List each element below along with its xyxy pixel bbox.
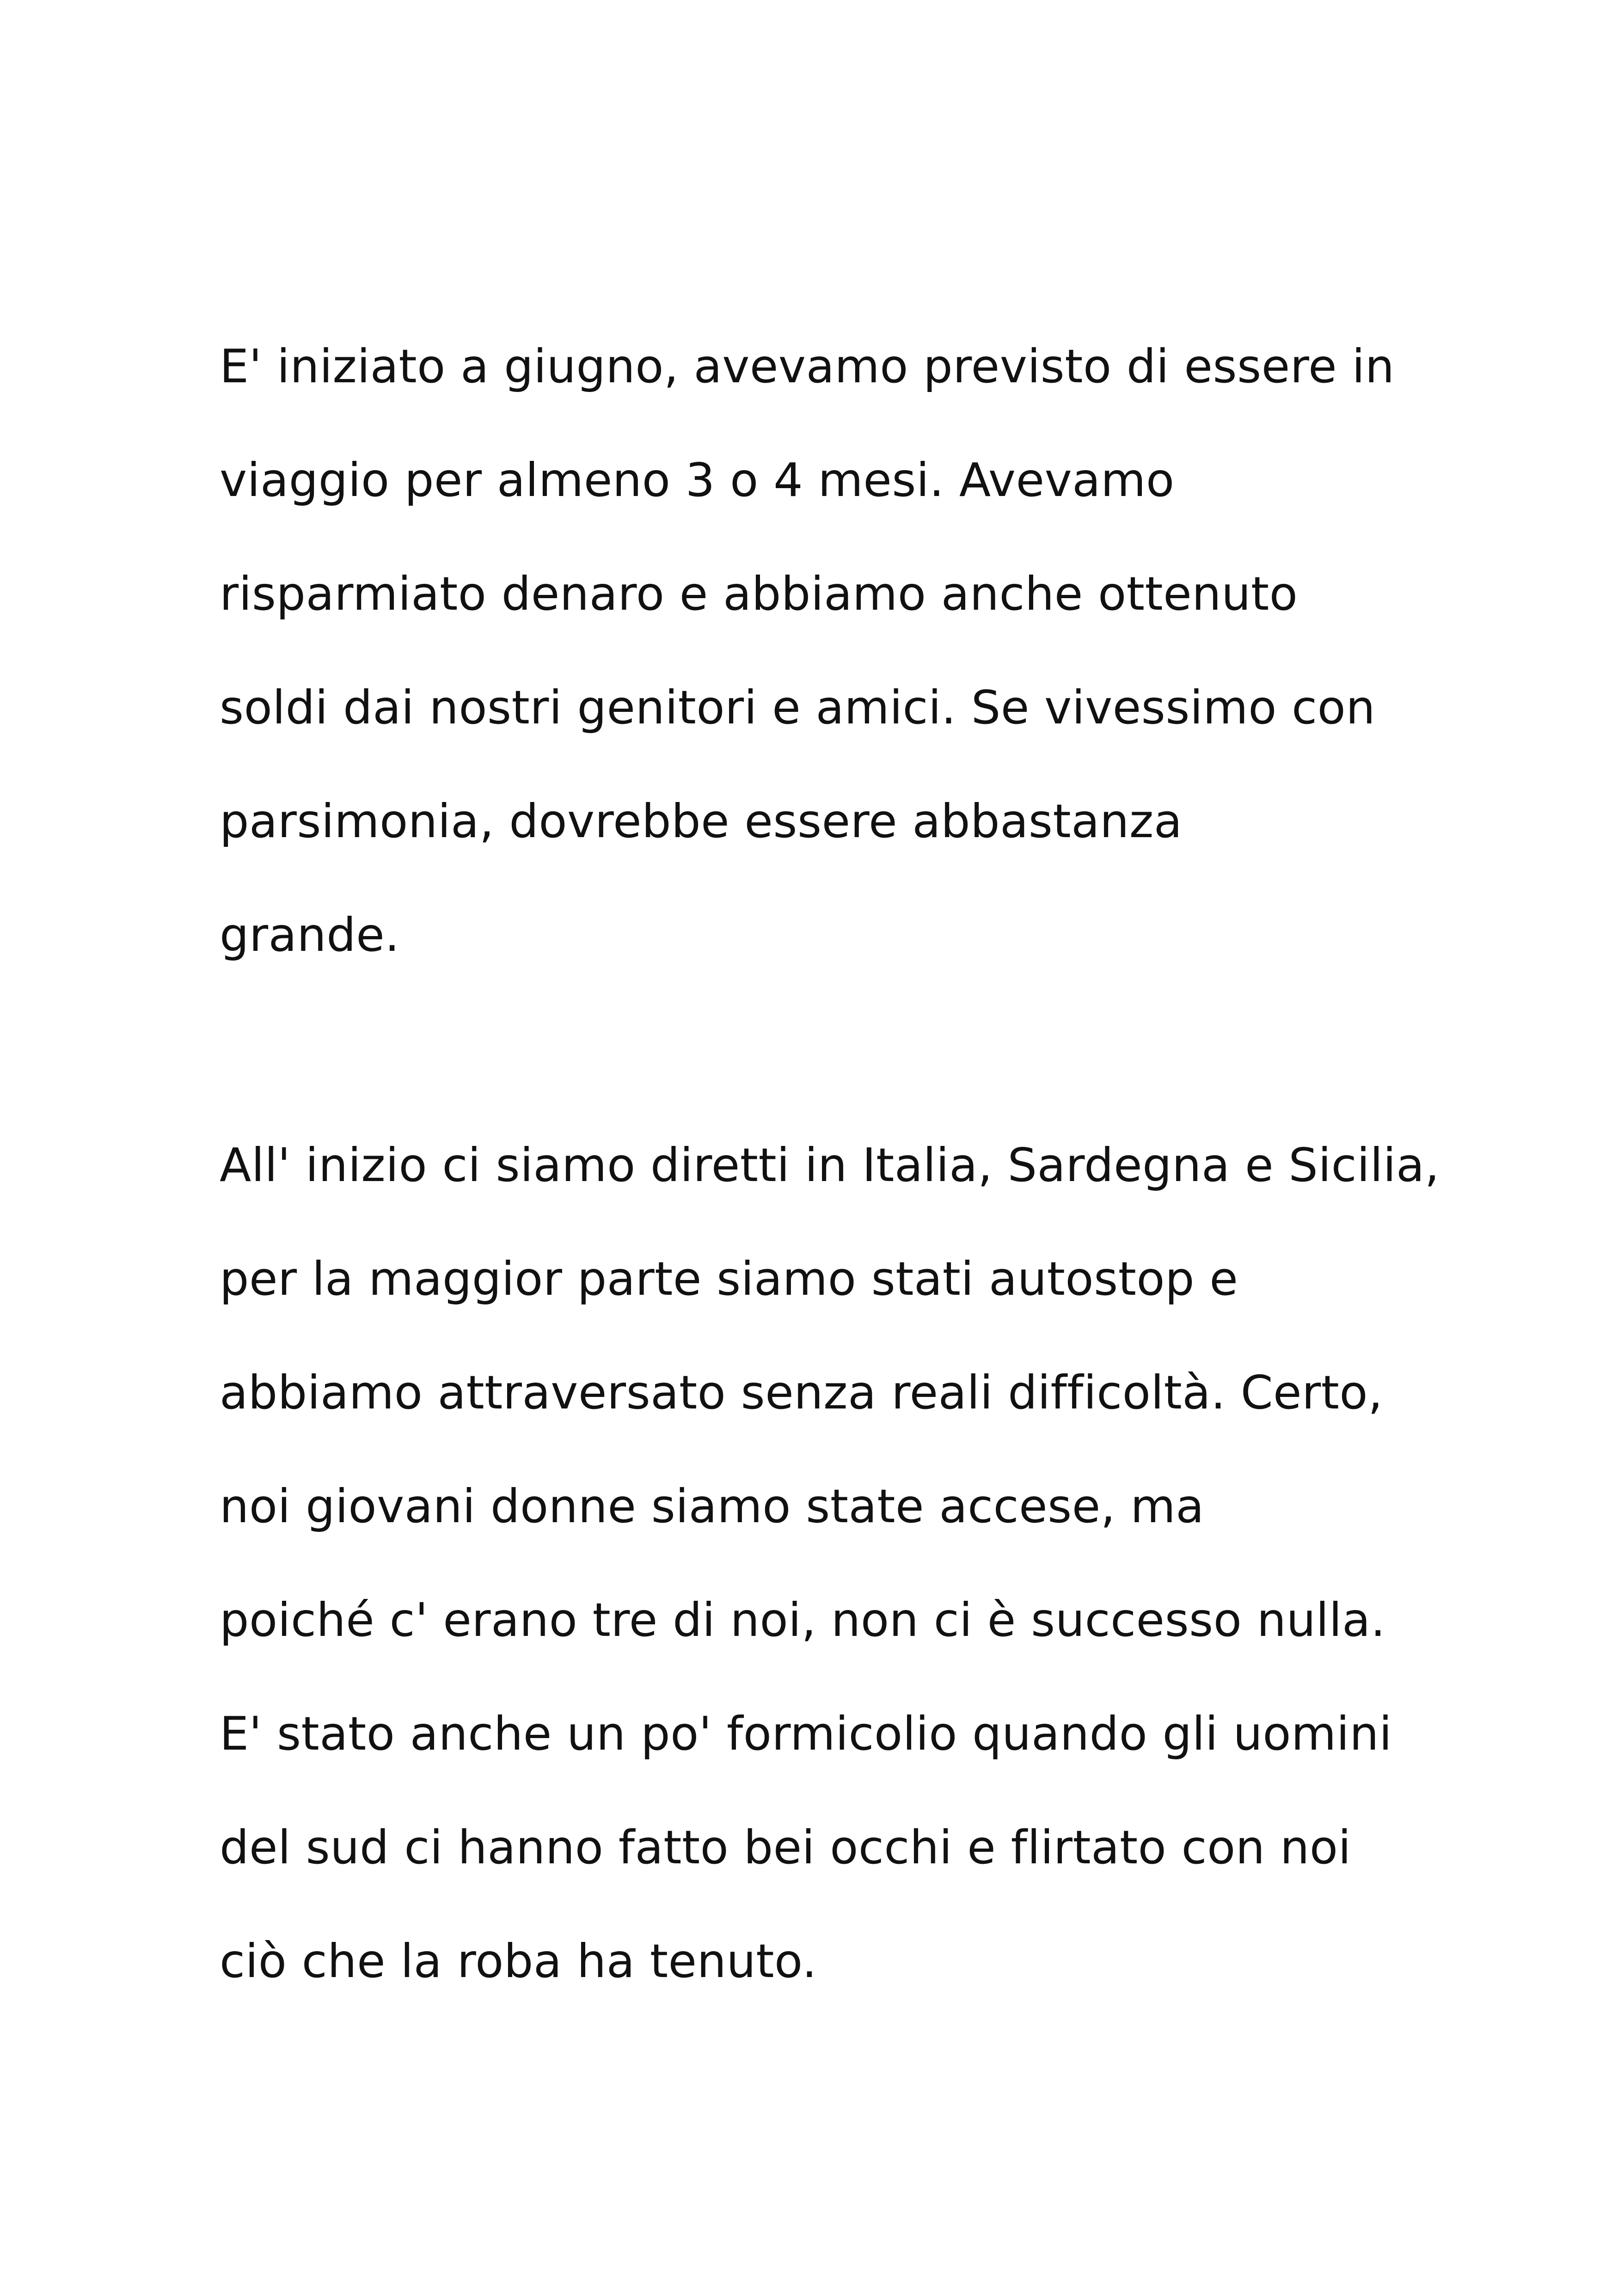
paragraph-1 xyxy=(220,310,1422,992)
paragraph-line: noi giovani donne siamo state accese, ma xyxy=(220,1479,1205,1533)
paragraph-2 xyxy=(220,1108,1440,2018)
paragraph-line: grande. xyxy=(220,908,400,962)
paragraph-line: parsimonia, dovrebbe essere abbastanza xyxy=(220,794,1183,848)
paragraph-line: risparmiato denaro e abbiamo anche ottenuto xyxy=(220,567,1298,621)
paragraph-line: All' inizio ci siamo diretti in Italia, Sardegna e Sicilia, xyxy=(220,1138,1440,1192)
paragraph-line: del sud ci hanno fatto bei occhi e flirtato con noi xyxy=(220,1820,1351,1874)
paragraph-line: poiché c' erano tre di noi, non ci è successo nulla. xyxy=(220,1593,1386,1647)
paragraph-line: per la maggior parte siamo stati autostop e xyxy=(220,1252,1238,1306)
paragraph-line: ciò che la roba ha tenuto. xyxy=(220,1934,817,1988)
paragraph-line: viaggio per almeno 3 o 4 mesi. Avevamo xyxy=(220,453,1175,507)
paragraph-line: E' iniziato a giugno, avevamo previsto di essere in xyxy=(220,339,1395,393)
paragraph-line: E' stato anche un po' formicolio quando gli uomini xyxy=(220,1707,1392,1761)
paragraph-line: soldi dai nostri genitori e amici. Se vivessimo con xyxy=(220,680,1376,735)
paragraph-line: abbiamo attraversato senza reali difficoltà. Certo, xyxy=(220,1365,1383,1420)
